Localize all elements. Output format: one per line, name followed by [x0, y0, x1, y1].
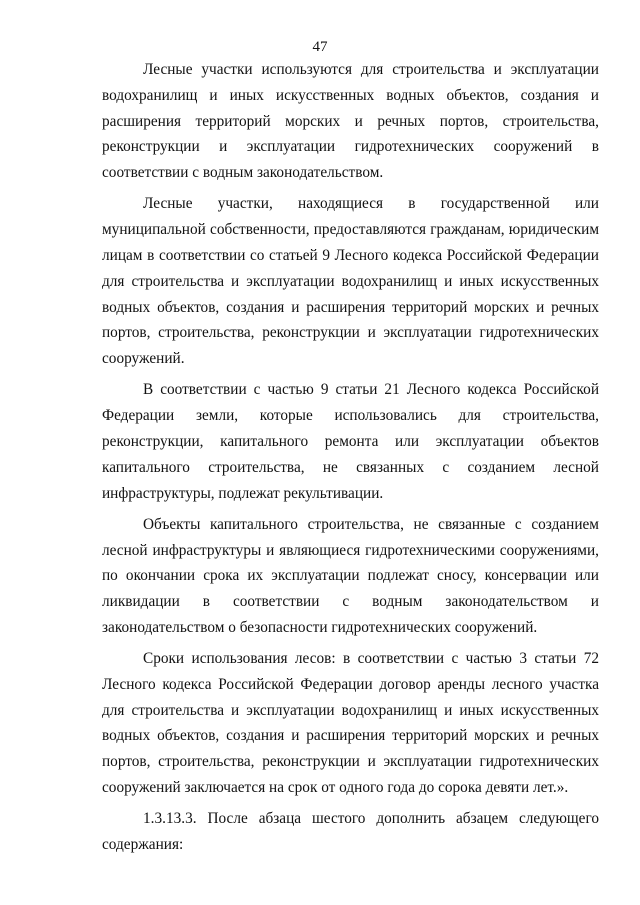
page-number: 47: [312, 39, 328, 55]
paragraph: Объекты капитального строительства, не связанные с созданием лесной инфраструктуры и являющиеся гидротехническими сооружениями, по окончании срока их эксплуатации подлежат сносу, консервации или ликвидации в соответствии с водным законодательством и законодательством о безопасности гидротехнических сооружений.: [102, 515, 599, 636]
paragraph: Лесные участки, находящиеся в государственной или муниципальной собственности, предоставляются гражданам, юридическим лицам в соответствии со статьей 9 Лесного кодекса Российской Федерации для строительства и эксплуатации водохранилищ и иных искусственных водных объектов, создания и расширения территорий морских и речных портов, строительства, реконструкции и эксплуатации гидротехнических сооружений.: [102, 195, 599, 368]
document-body: [102, 57, 599, 858]
paragraph: В соответствии с частью 9 статьи 21 Лесного кодекса Российской Федерации земли, которые использовались для строительства, реконструкции, капитального ремонта или эксплуатации объектов капитального строительства, не связанных с созданием лесной инфраструктуры, подлежат рекультивации.: [102, 381, 599, 502]
paragraph: 1.3.13.3. После абзаца шестого дополнить абзацем следующего содержания:: [102, 810, 599, 854]
paragraph: Сроки использования лесов: в соответствии с частью 3 статьи 72 Лесного кодекса Российской Федерации договор аренды лесного участка для строительства и эксплуатации водохранилищ и иных искусственных водных объектов, создания и расширения территорий морских и речных портов, строительства, реконструкции и эксплуатации гидротехнических сооружений заключается на срок от одного года до сорока девяти лет.».: [102, 650, 599, 797]
paragraph: Лесные участки используются для строительства и эксплуатации водохранилищ и иных искусственных водных объектов, создания и расширения территорий морских и речных портов, строительства, реконструкции и эксплуатации гидротехнических сооружений в соответствии с водным законодательством.: [102, 61, 599, 182]
